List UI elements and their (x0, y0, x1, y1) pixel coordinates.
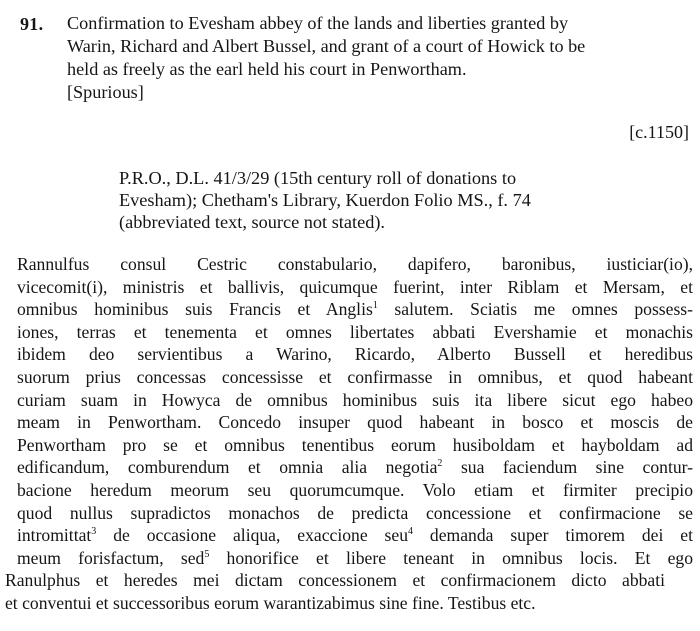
text-line: Ranulphus et heredes mei dictam concessionem et confirmacionem dicto abbati (5, 570, 665, 591)
text-line: Penwortham pro se et omnibus tenentibus eorum husiboldam et hayboldam ad (17, 434, 693, 455)
text-line (17, 456, 693, 479)
text-segment: vicecomit(i), ministris et ballivis, quicumque fuerint, inter Riblam et Mersam, et (17, 276, 693, 297)
spurious-note: [Spurious] (67, 82, 144, 102)
text-line: bacione heredum meorum seu quorumcumque. Volo etiam et firmiter precipio (17, 479, 693, 500)
text-line (17, 524, 693, 547)
source-citation (119, 167, 531, 233)
heading-line: Confirmation to Evesham abbey of the lands and liberties granted by (67, 13, 569, 33)
entry-heading (67, 12, 695, 104)
entry-number: 91. (20, 14, 44, 34)
charter-text (5, 253, 694, 615)
text-line: iones, terras et tenementa et omnes libertates abbati Evershamie et monachis (17, 321, 693, 342)
source-line: (abbreviated text, source not stated). (119, 212, 385, 232)
text-segment: intromittat (17, 525, 92, 546)
text-segment: honorifice et libere teneant in omnibus locis. Et ego (209, 547, 693, 568)
footnote-mark: 5 (204, 548, 210, 560)
text-segment: meum forisfactum, sed (17, 547, 205, 568)
footnote-mark: 2 (437, 458, 443, 470)
text-line (17, 298, 693, 321)
text-line: suorum prius concessas concessisse et confirmasse in omnibus, et quod habeant (17, 366, 693, 387)
text-line: meam in Penwortham. Concedo insuper quod habeant in bosco et moscis de (17, 412, 693, 433)
footnote-mark: 4 (408, 526, 413, 538)
text-segment: demanda super timorem dei et (413, 525, 693, 546)
text-line (17, 547, 693, 570)
text-line: quod nullus supradictos monachos de predicta concessione et confirmacione se (17, 502, 693, 523)
text-segment: de occasione aliqua, exaccione seu (96, 525, 408, 546)
source-line: Evesham); Chetham's Library, Kuerdon Folio MS., f. 74 (119, 190, 531, 210)
footnote-mark: 3 (91, 526, 97, 538)
text-segment: edificandum, comburendum et omnia alia negotia (17, 457, 438, 478)
text-line: Rannulfus consul Cestric constabulario, dapifero, baronibus, iusticiar(io), (17, 254, 693, 274)
text-segment: salutem. Sciatis me omnes possess- (377, 299, 694, 320)
heading-line: Warin, Richard and Albert Bussel, and grant of a court of Howick to be (67, 36, 586, 56)
text-line (17, 276, 693, 299)
text-line: et conventui et successoribus eorum warantizabimus sine fine. Testibus etc. (5, 592, 536, 613)
text-line: ibidem deo servientibus a Warino, Ricardo, Alberto Bussell et heredibus (17, 344, 693, 365)
footnote-mark: 1 (372, 300, 378, 312)
heading-line: held as freely as the earl held his court in Penwortham. (67, 59, 467, 79)
entry-date: [c.1150] (629, 122, 689, 142)
text-segment: omnibus hominibus suis Francis et Anglis (17, 299, 373, 320)
source-line: P.R.O., D.L. 41/3/29 (15th century roll of donations to (119, 168, 517, 188)
text-segment: sua faciendum sine contur- (442, 457, 693, 478)
text-line: curiam suam in Howyca de omnibus hominibus suis ita libere sicut ego habeo (17, 389, 693, 410)
